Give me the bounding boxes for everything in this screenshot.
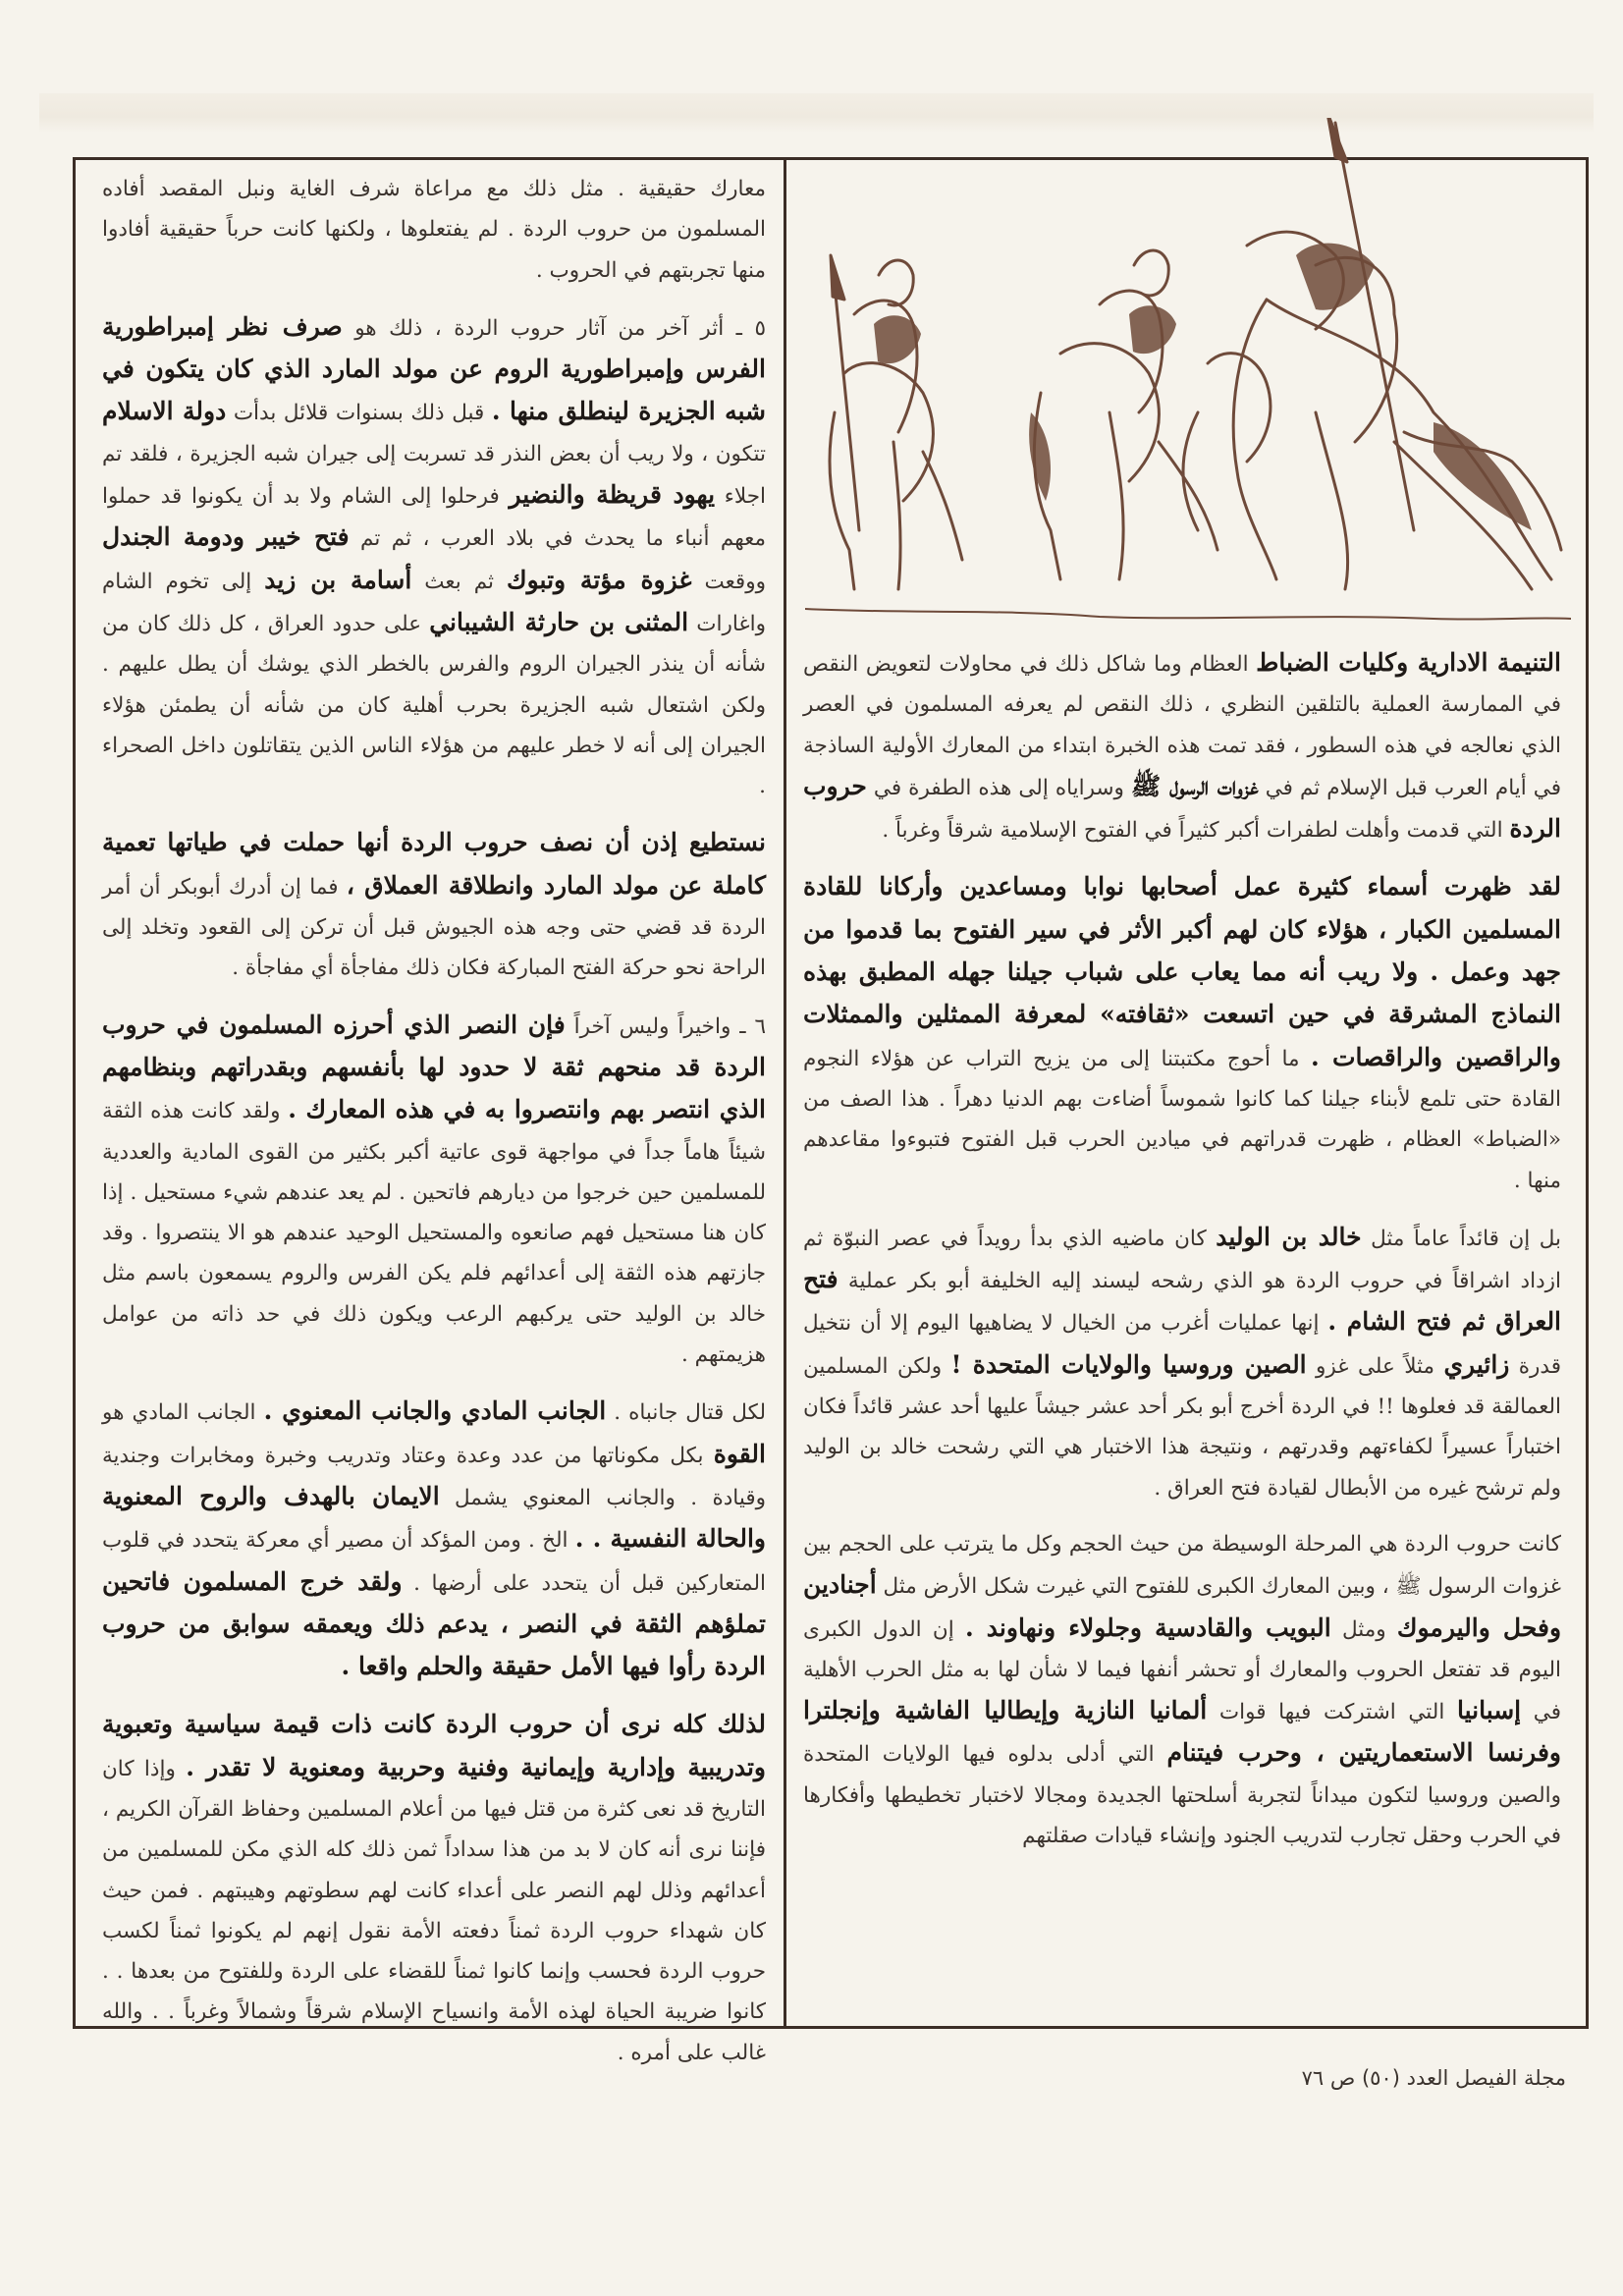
bold-text: أجنادين وفحل واليرموك	[803, 1570, 1562, 1642]
paragraph-text: إلى تخوم الشام واغارات	[102, 569, 766, 636]
paragraph-text: كان ماضيه الذي بدأ رويداً في عصر النبوّة ثم ازداد اشراقاً في حروب الردة هو الذي رشحه ليسند إليه الخليفة أبو بكر عملية	[803, 1226, 1561, 1294]
paragraph-text: ووقعت	[691, 569, 766, 594]
paragraph-text: وإذا كان التاريخ قد نعى كثرة من قتل فيها من أعلام المسلمين وحفاظ القرآن الكريم ، فإننا نرى أنه كان لا بد من هذا سداداً ثمن ذلك كله الذي مكن للمسلمين من أعدائهم وذلل لهم النصر على أعداء كانت لهم سطوتهم وهيبتهم . فمن حيث كان شهداء حروب الردة ثمناً دفعته الأمة نقول إنهم لم يكونوا ثمناً لكسب حروب الردة فحسب وإنما كانوا ثمناً للقضاء على الردة وللفتوح من بعدها . . كانوا ضريبة الحياة لهذه الأمة وانسياح الإسلام شرقاً وشمالاً وغرباً . . والله غالب على أمره .	[102, 1756, 766, 2065]
horsemen-battle-illustration	[805, 118, 1571, 629]
paragraph-text: وسراياه إلى هذه الطفرة في	[866, 775, 1131, 800]
paragraph-text: ولكن المسلمين العمالقة قد فعلوها !! في الردة أخرج أبو بكر أحد عشر جيشاً عليها أحد عشر قائداً فكان اختباراً عسيراً لكفاءتهم وقدرتهم ، ونتيجة هذا الاختبار هي التي رشحت خالد بن الوليد ولم ترشح غيره من الأبطال لقيادة فتح العراق .	[803, 1353, 1561, 1501]
paragraph	[102, 1005, 766, 1376]
bold-text: ولقد خرج المسلمون فاتحين تملؤهم الثقة في النصر ، يدعم ذلك ويعمقه سوابق من حروب الردة رأوا فيها الأمل حقيقة والحلم واقعا .	[102, 1566, 766, 1681]
paragraph-text: فرحلوا إلى الشام ولا بد أن يكونوا قد حملوا معهم أنباء ما يحدث في بلاد العرب ، ثم تم	[102, 484, 766, 552]
paragraph-text: إن الدول الكبرى اليوم قد تفتعل الحروب والمعارك أو تحشر أنفها فيما لا شأن لها به مثل الحرب الأهلية في	[803, 1616, 1561, 1725]
bold-text: البويب والقادسية وجلولاء ونهاوند .	[964, 1613, 1331, 1642]
bold-text: زائيري	[1443, 1349, 1510, 1379]
bold-text: الجانب المادي والجانب المعنوي .	[263, 1396, 607, 1426]
bold-text: حروب الردة	[803, 771, 1561, 844]
bold-text: الايمان بالهدف والروح المعنوية والحالة النفسية . .	[102, 1481, 766, 1554]
paragraph-text: ٦ ـ واخيراً وليس آخراً	[565, 1013, 766, 1039]
bold-text: الصين وروسيا والولايات المتحدة !	[950, 1349, 1307, 1379]
paragraph	[803, 1217, 1561, 1508]
bold-text: القوة	[713, 1439, 766, 1468]
paragraph-text: قبل ذلك بسنوات قلائل بدأت	[226, 401, 492, 426]
paragraph-text: التي اشتركت فيها قوات	[1207, 1700, 1457, 1725]
bold-text: خالد بن الوليد	[1216, 1222, 1362, 1251]
paragraph-text: بكل مكوناتها من عدد وعدة وعتاد وتدريب وخبرة ومخابرات وجندية وقيادة . والجانب المعنوي يشمل	[102, 1443, 766, 1510]
paragraph-text: لكل قتال جانباه .	[606, 1400, 766, 1426]
paragraph-text: ثم بعث	[411, 569, 507, 594]
paragraph-text: ولقد كانت هذه الثقة شيئاً هاماً جداً في مواجهة قوى عاتية أكبر بكثير من القوى المادية والعددية للمسلمين حين خرجوا من ديارهم فاتحين . لم يعد عندهم شيء مستحيل . إذا كان هنا مستحيل فهم صانعوه والمستحيل الوحيد عندهم هو الا ينتصروا . وقد جازتهم هذه الثقة إلى أعدائهم فلم يكن الفرس والروم يسمعون باسم مثل خالد بن الوليد حتى يركبهم الرعب ويكون ذلك في حد ذاته من عوامل هزيمتهم .	[102, 1099, 766, 1368]
paragraph	[102, 306, 766, 807]
paragraph	[102, 1391, 766, 1688]
bold-text: دولة الاسلام	[102, 397, 227, 426]
bold-text: التنيمة الادارية وكليات الضباط	[1256, 648, 1561, 677]
paragraph-text: الجانب المادي هو	[102, 1400, 264, 1426]
paragraph-text: الخ . ومن المؤكد أن مصير أي معركة يتحدد في قلوب المتعاركين قبل أن يتحدد على أرضها .	[102, 1528, 766, 1596]
bold-text: يهود قريظة والنضير	[509, 480, 716, 510]
paragraph	[102, 1704, 766, 2073]
paragraph-text: مثلاً على غزو	[1306, 1353, 1444, 1379]
paragraph-text: ما أحوج مكتبتنا إلى من يزيح التراب عن هؤلاء النجوم القادة حتى تلمع لأبناء جيلنا كما كانوا شموساً أضاءت بهم الدنيا دهراً . هذا الصف من «الضباط» العظام ، ظهرت قدراتهم في ميادين الحرب قبل الفتوح فتبوءوا مقاعدهم منها .	[803, 1046, 1561, 1193]
paragraph-text: ٥ ـ أثر آخر من آثار حروب الردة ، ذلك هو	[342, 315, 766, 341]
paragraph-text: معارك حقيقية . مثل ذلك مع مراعاة شرف الغاية ونبل المقصد أفاده المسلمون من حروب الردة . لم يفتعلوها ، ولكنها كانت حرباً حقيقية أفادوا منها تجربتهم في الحروب .	[102, 177, 766, 283]
paragraph	[102, 822, 766, 988]
bold-text: المثنى بن حارثة الشيباني	[429, 607, 689, 636]
paragraph	[803, 866, 1561, 1200]
paragraph-text: ومثل	[1330, 1616, 1397, 1642]
paragraph-text: العظام وما شاكل ذلك في محاولات لتعويض النقص في الممارسة العملية بالتلقين النظري ، ذلك النقص لم يعرفه المسلمون في العصر الذي نعالجه في هذه السطور ، فقد تمت هذه الخبرة ابتداء من المعارك الأولية الساذجة في أيام العرب قبل الإسلام ثم في	[803, 652, 1561, 800]
paragraph	[803, 1524, 1561, 1856]
paragraph-text: كانت حروب الردة هي المرحلة الوسيطة من حيث الحجم وكل ما يترتب على الحجم بين غزوات الرسول ﷺ ، وبين المعارك الكبرى للفتوح التي غيرت شكل الأرض مثل	[803, 1531, 1561, 1600]
bold-text: إسبانيا	[1456, 1696, 1522, 1725]
bold-text: ألمانيا النازية وإيطاليا الفاشية وإنجلترا وفرنسا الاستعماريتين ، وحرب فيتنام	[803, 1696, 1561, 1768]
paragraph-text: التي أدلى بدلوه فيها الولايات المتحدة والصين وروسيا لتكون ميداناً لتجربة أسلحتها الجديدة ومجالا لاختبار تخطيطها وأفكارها في الحرب وحقل تجارب لتدريب الجنود وإنشاء قيادات صقلتهم	[803, 1742, 1561, 1849]
paragraph-text: تتكون ، ولا ريب أن بعض النذر قد تسربت إلى جيران شبه الجزيرة ، فلقد تم اجلاء	[102, 441, 766, 510]
bold-text: أسامة بن زيد	[264, 565, 412, 594]
paragraph	[803, 642, 1561, 850]
page-footer: مجلة الفيصل العدد (٥٠) ص ٧٦	[1301, 2066, 1566, 2090]
bold-text: لذلك كله نرى أن حروب الردة كانت ذات قيمة سياسية وتعبوية وتدريبية وإدارية وإيمانية وفنية وحربية ومعنوية لا تقدر .	[102, 1710, 766, 1781]
bold-text: صرف نظر إمبراطورية الفرس وإمبراطورية الروم عن مولد المارد الذي كان يتكون في شبه الجزيرة لينطلق منها .	[102, 311, 766, 426]
paragraph	[102, 169, 766, 291]
paragraph-text: فما إن أدرك أبوبكر أن أمر الردة قد قضي حتى وجه هذه الجيوش قبل أن تركن إلى القعود وتخلد إلى الراحة نحو حركة الفتح المباركة فكان ذلك مفاجأة أي مفاجأة .	[102, 874, 766, 981]
bold-text: غزوات الرسول ﷺ	[1130, 771, 1259, 800]
right-text-column	[803, 642, 1561, 1856]
bold-text: غزوة مؤتة وتبوك	[507, 565, 692, 594]
paragraph-text: بل إن قائداً عاماً مثل	[1361, 1226, 1561, 1251]
paragraph-text: إنها عمليات أغرب من الخيال لا يضاهيها اليوم إلا أن نتخيل قدرة	[803, 1311, 1561, 1379]
left-text-column	[102, 169, 766, 2073]
bold-text: فتح العراق ثم فتح الشام .	[803, 1265, 1562, 1337]
bold-text: فإن النصر الذي أحرزه المسلمون في حروب الردة قد منحهم ثقة لا حدود لها بأنفسهم وبقدراتهم وبنظامهم الذي انتصر بهم وانتصروا به في هذه المعارك .	[102, 1010, 766, 1124]
bold-text: لقد ظهرت أسماء كثيرة عمل أصحابها نوابا ومساعدين وأركانا للقادة المسلمين الكبار ، هؤلاء كان لهم أكبر الأثر في سير الفتوح بما قدموا من جهد وعمل . ولا ريب أنه مما يعاب على شباب جيلنا جهله المطبق بهذه النماذج المشرقة في حين اتسعت «ثقافته» لمعرفة الممثلين والممثلات والراقصين والراقصات .	[803, 872, 1561, 1071]
bold-text: فتح خيبر ودومة الجندل	[102, 522, 350, 552]
paragraph-text: التي قدمت وأهلت لطفرات أكبر كثيراً في الفتوح الإسلامية شرقاً وغرباً .	[882, 818, 1510, 844]
paragraph-text: على حدود العراق ، كل ذلك كان من شأنه أن ينذر الجيران الروم والفرس بالخطر الذي يوشك أن يطل عليهم . ولكن اشتعال شبه الجزيرة بحرب أهلية كان من شأنه أن يطمئن هؤلاء الجيران إلى أنه لا خطر عليهم من هؤلاء الناس الذين يتقاتلون داخل الصحراء .	[102, 611, 766, 799]
bold-text: نستطيع إذن أن نصف حروب الردة أنها حملت في طياتها تعمية كاملة عن مولد المارد وانطلاقة العملاق ،	[102, 828, 766, 900]
column-divider	[784, 157, 786, 2029]
